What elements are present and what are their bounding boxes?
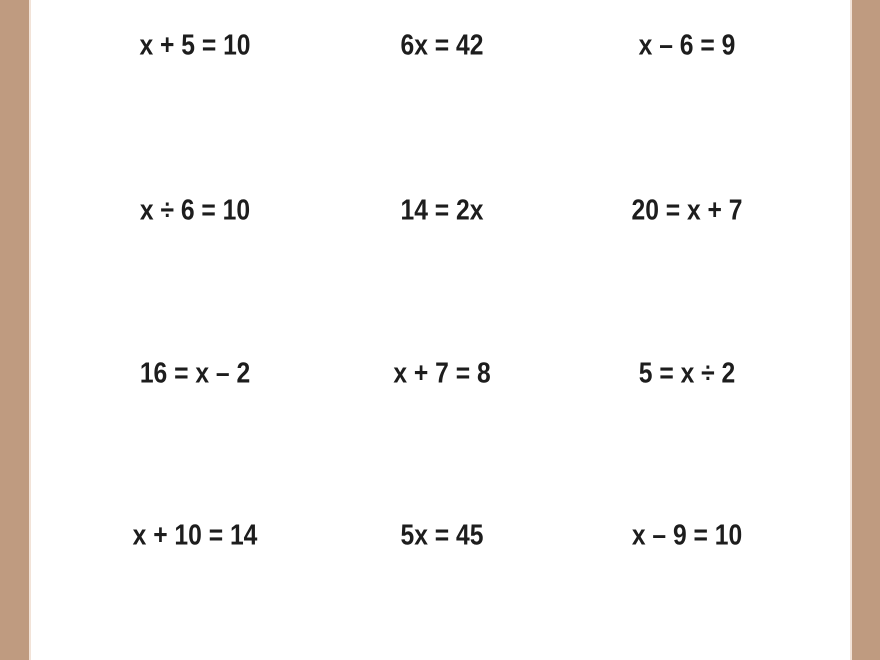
equation: x ÷ 6 = 10 [139,194,251,227]
equation: x + 10 = 14 [132,519,258,552]
equation: x – 9 = 10 [631,519,743,552]
right-frame-bar [850,0,880,660]
equation: x + 5 = 10 [139,29,251,62]
equation: x – 6 = 9 [638,29,736,62]
equation: 16 = x – 2 [139,357,251,390]
equation: 20 = x + 7 [631,194,743,227]
equation: 14 = 2x [400,194,484,227]
equation: 5x = 45 [400,519,484,552]
equation: 6x = 42 [400,29,484,62]
equation: 5 = x ÷ 2 [638,357,736,390]
left-frame-bar [0,0,31,660]
equation: x + 7 = 8 [393,357,491,390]
